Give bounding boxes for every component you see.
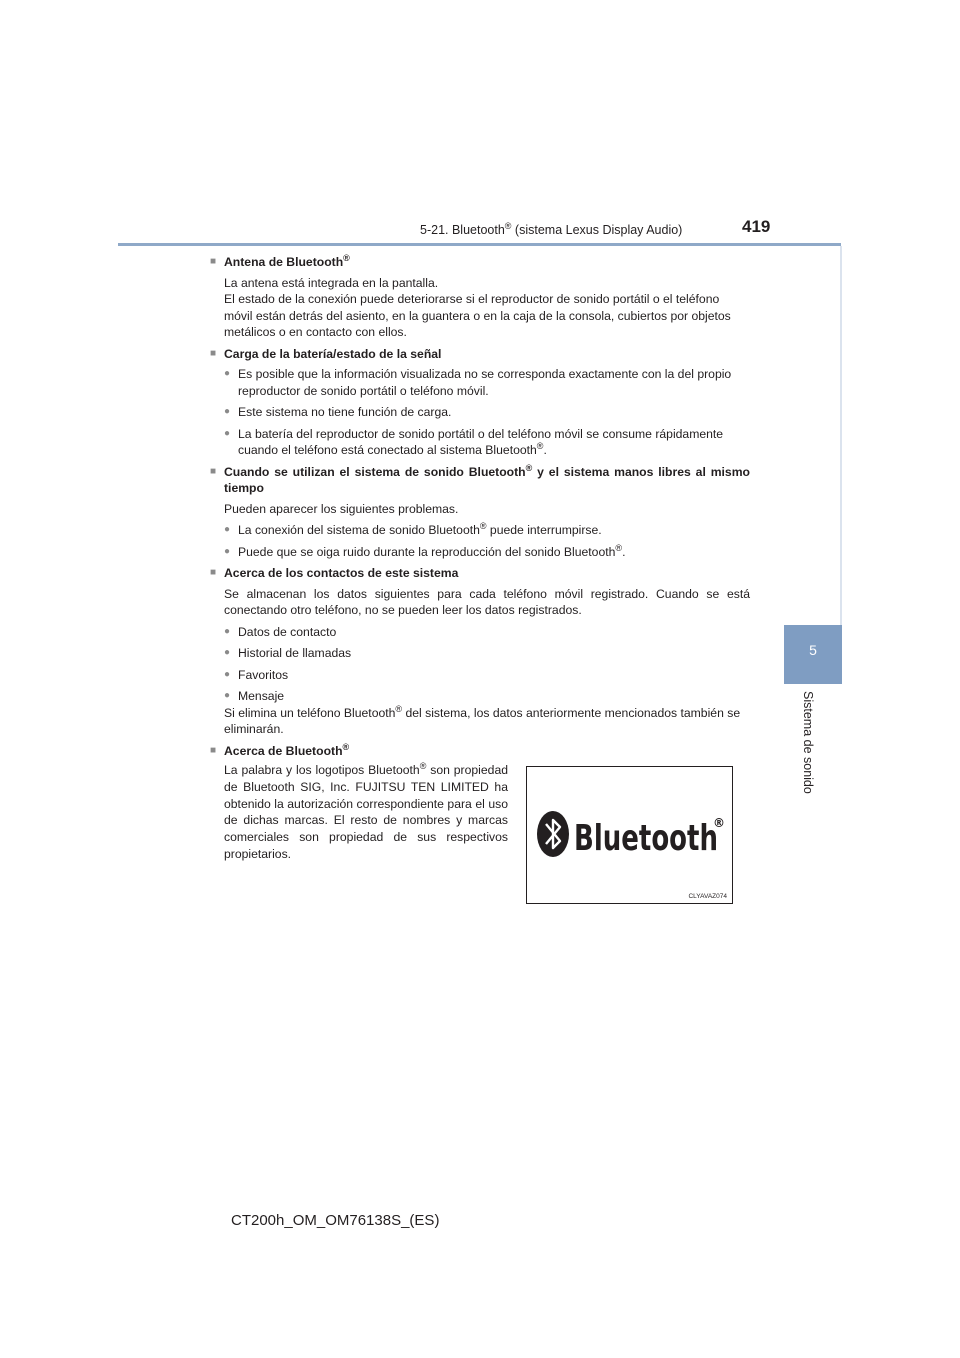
logo-reg: ® (713, 816, 725, 830)
section-title: 5-21. Bluetooth® (sistema Lexus Display Audio) (420, 221, 683, 238)
paragraph: Pueden aparecer los siguientes problemas. (224, 501, 459, 516)
bullet-item: ● La conexión del sistema de sonido Bluetooth® puede interrumpirse. (224, 522, 750, 539)
bullet-item: ● Historial de llamadas (224, 645, 750, 662)
bluetooth-logo-icon (527, 767, 732, 903)
logo-word: Bluetooth (574, 818, 718, 859)
bullet-item: ● Puede que se oiga ruido durante la reproducción del sonido Bluetooth®. (224, 544, 750, 561)
heading-antena: ■ Antena de Bluetooth® (210, 254, 750, 271)
heading-acerca-bluetooth: ■ Acerca de Bluetooth® (210, 743, 750, 760)
page-number: 419 (742, 217, 771, 236)
header-rule (118, 243, 841, 246)
trademark-paragraph: La palabra y los logotipos Bluetooth® son propiedad de Bluetooth SIG, Inc. FUJITSU TEN LIMITED ha obtenido la autorización correspondiente para el uso de dichas marcas. El resto de nombres y marcas comerciales son propiedad de sus respectivos propietarios. (224, 760, 508, 861)
bullet-item: ● La batería del reproductor de sonido portátil o del teléfono móvil se consume rápidamente cuando el teléfono está conectado al sistema Bluetooth®. (224, 426, 750, 459)
paragraph: La antena está integrada en la pantalla. (224, 275, 439, 290)
page-content (210, 254, 750, 763)
figure-code: CLYAVAZ074 (688, 893, 727, 900)
heading-carga: ■ Carga de la batería/estado de la señal (210, 346, 750, 363)
heading-sonido-manos-libres: ■ Cuando se utilizan el sistema de sonido Bluetooth® y el sistema manos libres al mismo tiempo (210, 464, 750, 497)
bullet-item: ● Es posible que la información visualizada no se corresponda exactamente con la del propio reproductor de sonido portátil o teléfono móvil. (224, 366, 750, 399)
bullet-item: ● Este sistema no tiene función de carga. (224, 404, 750, 421)
side-rule (840, 246, 842, 625)
bullet-item: ● Favoritos (224, 667, 750, 684)
document-code: CT200h_OM_OM76138S_(ES) (231, 1212, 440, 1229)
chapter-tab: 5 (784, 625, 842, 684)
chapter-label: Sistema de sonido (801, 691, 815, 794)
heading-contactos: ■ Acerca de los contactos de este sistema (210, 565, 750, 582)
paragraph: Se almacenan los datos siguientes para cada teléfono móvil registrado. Cuando se está conectando otro teléfono, no se pueden leer los datos registrados. (224, 586, 750, 617)
bullet-item: ● Datos de contacto (224, 624, 750, 641)
paragraph: El estado de la conexión puede deteriorarse si el reproductor de sonido portátil o el teléfono móvil están detrás del asiento, en la guantera o en la caja de la consola, cubiertos por objetos metálicos o en contacto con ellos. (224, 292, 731, 339)
paragraph: Si elimina un teléfono Bluetooth® del sistema, los datos anteriormente mencionados también se eliminarán. (224, 703, 741, 736)
bullet-item: ● Mensaje (224, 688, 750, 705)
bluetooth-logo-figure (526, 766, 733, 904)
